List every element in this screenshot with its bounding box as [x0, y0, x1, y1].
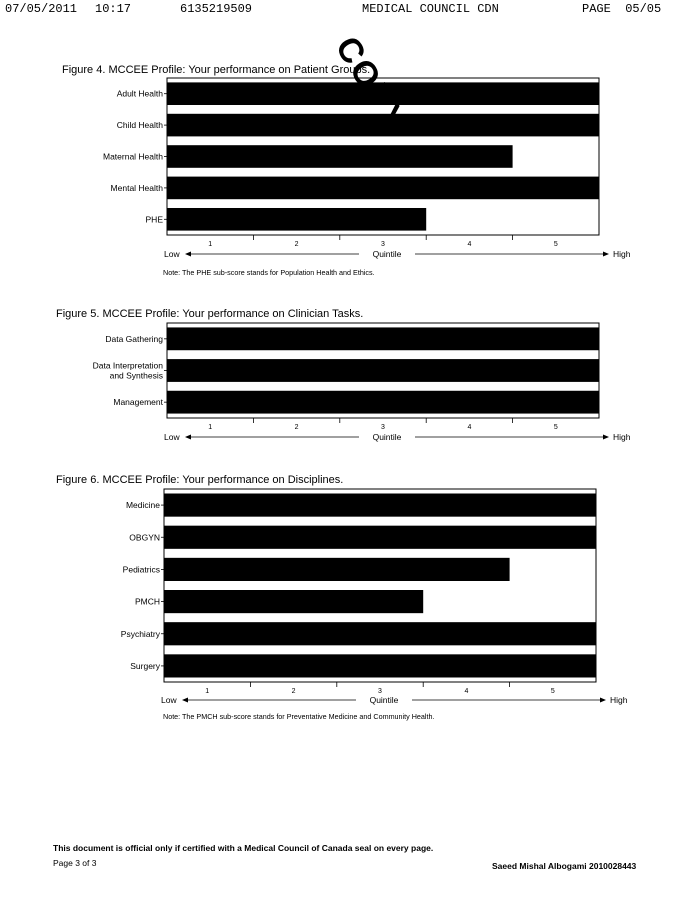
category-label: Data Interpretation and Synthesis: [92, 360, 163, 381]
tick-label: 4: [467, 241, 472, 248]
bar-3: [164, 558, 510, 581]
category-label: Maternal Health: [102, 151, 163, 162]
tick-label: 1: [205, 688, 210, 695]
official-notice: This document is official only if certified with a Medical Council of Canada seal on every page.: [53, 843, 434, 853]
tick-label: 5: [553, 424, 558, 431]
figure-6-title: Figure 6. MCCEE Profile: Your performance on Disciplines.: [56, 474, 344, 486]
plot-frame: [164, 489, 596, 682]
tick-label: 4: [467, 424, 472, 431]
tick-label: 2: [291, 688, 296, 695]
figure-4-note: Note: The PHE sub-score stands for Population Health and Ethics.: [163, 268, 375, 277]
category-label: Adult Health: [116, 88, 163, 99]
category-label: Surgery: [130, 660, 160, 671]
tick-label: 3: [381, 241, 385, 248]
arrowhead-left: [182, 698, 188, 703]
category-label: PHE: [145, 214, 163, 225]
tick-label: 3: [381, 424, 385, 431]
arrowhead-right: [600, 698, 606, 703]
category-label: OBGYN: [129, 532, 160, 543]
figure-6-note: Note: The PMCH sub-score stands for Preventative Medicine and Community Health.: [163, 712, 435, 721]
bar-5: [164, 622, 596, 645]
tick-label: 2: [294, 241, 299, 248]
tick-label: 1: [208, 424, 213, 431]
category-label: Pediatrics: [122, 564, 160, 575]
candidate-id: Saeed Mishal Albogami 2010028443: [492, 861, 637, 871]
axis-low-label: Low: [164, 249, 180, 259]
figure-4-title: Figure 4. MCCEE Profile: Your performance on Patient Groups.: [62, 64, 371, 76]
fax-sender: MEDICAL COUNCIL CDN: [362, 2, 499, 16]
bar-2: [164, 526, 596, 549]
axis-title: Quintile: [369, 695, 399, 705]
tick-label: 2: [294, 424, 299, 431]
axis-high-label: High: [610, 695, 628, 705]
axis-high-label: High: [613, 249, 631, 259]
category-label: Medicine: [125, 500, 160, 511]
axis-high-label: High: [613, 432, 631, 442]
category-label: Psychiatry: [120, 628, 160, 639]
axis-title: Quintile: [372, 432, 402, 442]
axis-low-label: Low: [161, 695, 177, 705]
page-info: Page 3 of 3: [53, 858, 97, 868]
axis-low-label: Low: [164, 432, 180, 442]
fax-page: PAGE 05/05: [582, 2, 662, 16]
category-label: Child Health: [116, 120, 163, 131]
fax-time: 10:17: [95, 2, 132, 16]
tick-label: 1: [208, 241, 213, 248]
figure-5-title: Figure 5. MCCEE Profile: Your performance on Clinician Tasks.: [56, 308, 364, 320]
tick-label: 5: [553, 241, 558, 248]
category-label: Data Gathering: [105, 333, 163, 344]
fax-date: 07/05/2011: [5, 2, 78, 16]
category-label: PMCH: [134, 596, 160, 607]
fax-phone: 6135219509: [180, 2, 253, 16]
axis-title: Quintile: [372, 249, 402, 259]
bar-1: [164, 494, 596, 517]
bar-4: [164, 590, 423, 613]
category-label: Mental Health: [110, 182, 163, 193]
category-label: Management: [113, 397, 163, 408]
tick-label: 3: [378, 688, 382, 695]
tick-label: 4: [464, 688, 469, 695]
tick-label: 5: [550, 688, 555, 695]
bar-6: [164, 654, 596, 677]
